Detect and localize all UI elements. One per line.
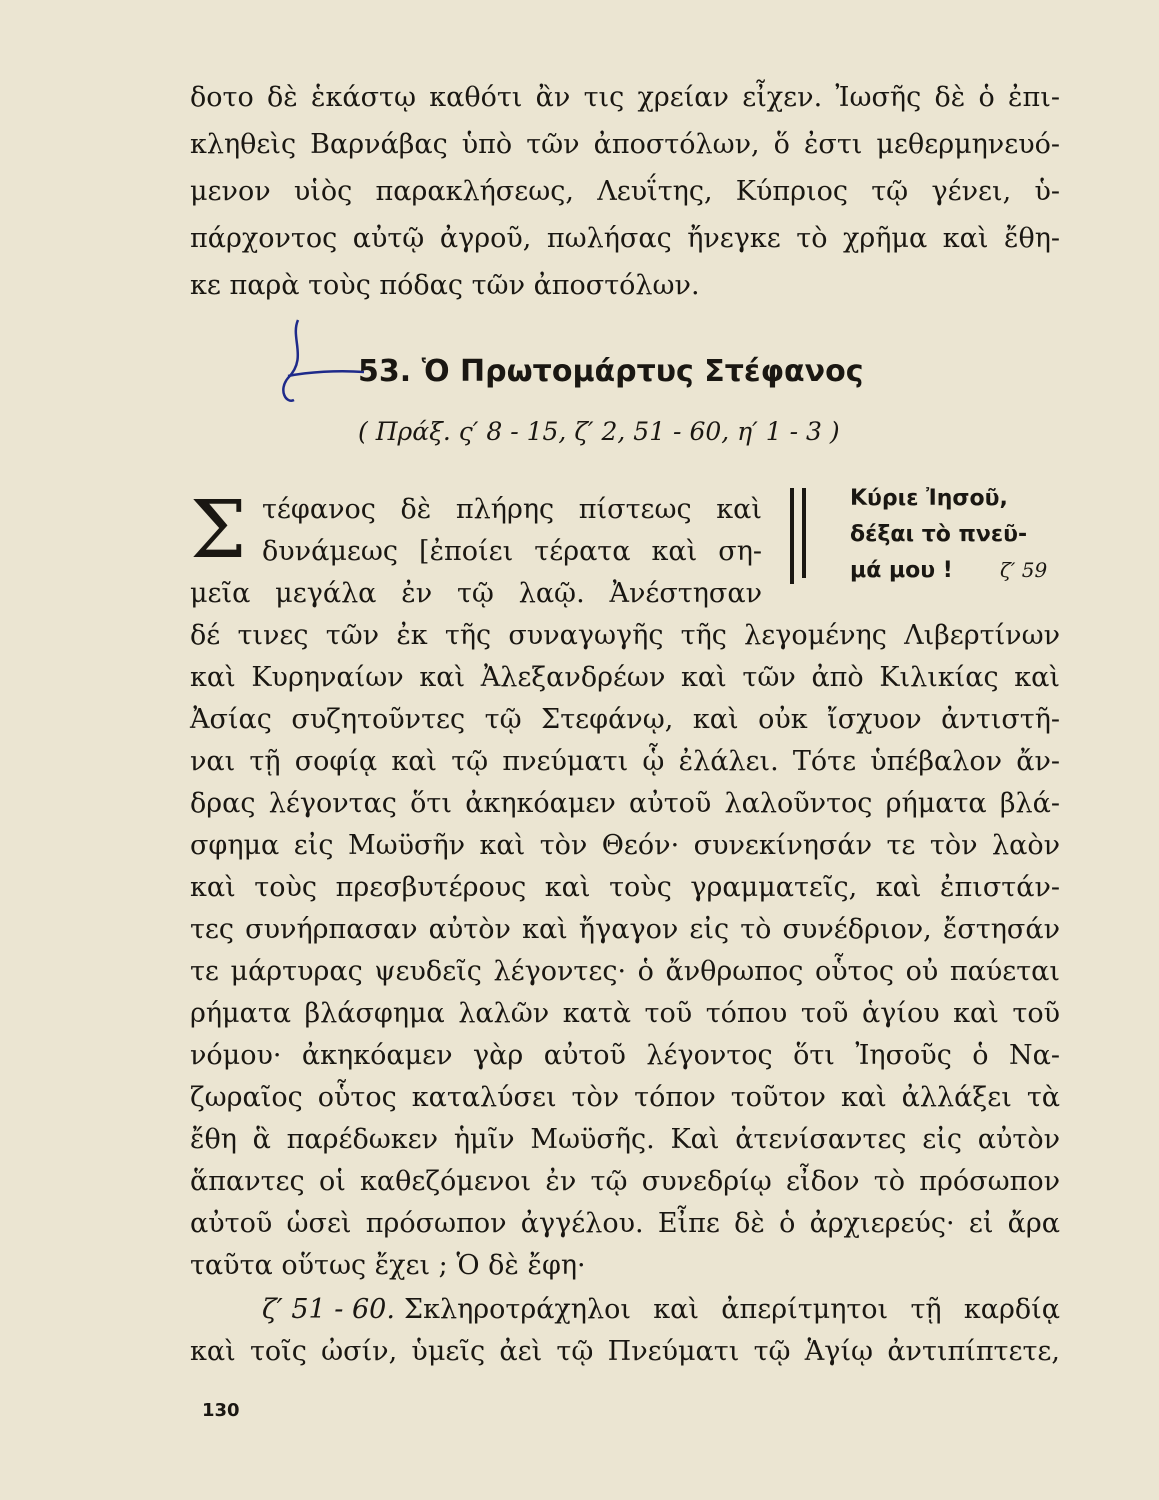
text-line: δοτο δὲ ἑκάστῳ καθότι ἂν τις χρείαν εἶχεν. Ἰωσῆς δὲ ὁ ἐπι- [190, 82, 1060, 113]
text-line: δρας λέγοντας ὅτι ἀκηκόαμεν αὐτοῦ λαλοῦντος ρήματα βλά- [190, 788, 1060, 819]
text-line: Ἀσίας συζητοῦντες τῷ Στεφάνῳ, καὶ οὐκ ἴσχυον ἀντιστῆ- [190, 704, 1060, 735]
text-line: καὶ τοῖς ὠσίν, ὑμεῖς ἀεὶ τῷ Πνεύματι τῷ Ἁγίῳ ἀντιπίπτετε, [190, 1336, 1060, 1367]
pen-bracket-mark-icon [268, 318, 368, 408]
section-heading: 53. Ὁ Πρωτομάρτυς Στέφανος [358, 354, 864, 389]
drop-cap: Σ [190, 483, 247, 576]
text-line: τέφανος δὲ πλήρης πίστεως καὶ [262, 494, 762, 525]
text-line: ἅπαντες οἱ καθεζόμενοι ἐν τῷ συνεδρίῳ εἶδον τὸ πρόσωπον [190, 1166, 1060, 1197]
text-line: σφημα εἰς Μωϋσῆν καὶ τὸν Θεόν· συνεκίνησάν τε τὸν λαὸν [190, 830, 1060, 861]
text-line: κε παρὰ τοὺς πόδας τῶν ἀποστόλων. [190, 270, 700, 301]
text-line: καὶ Κυρηναίων καὶ Ἀλεξανδρέων καὶ τῶν ἀπὸ Κιλικίας καὶ [190, 662, 1060, 693]
text-line: ταῦτα οὕτως ἔχει ; Ὁ δὲ ἔφη· [190, 1250, 586, 1281]
quote-divider [790, 488, 796, 584]
text-line: ζωραῖος οὗτος καταλύσει τὸν τόπον τοῦτον καὶ ἀλλάξει τὰ [190, 1082, 1060, 1113]
text-line: νόμου· ἀκηκόαμεν γὰρ αὐτοῦ λέγοντος ὅτι Ἰησοῦς ὁ Να- [190, 1040, 1060, 1071]
text-line: ναι τῇ σοφίᾳ καὶ τῷ πνεύματι ᾧ ἐλάλει. Τότε ὑπέβαλον ἄν- [190, 746, 1060, 777]
page-number: 130 [202, 1400, 240, 1421]
side-quote-line: μά μου ! [850, 558, 953, 583]
text-line: μεῖα μεγάλα ἐν τῷ λαῷ. Ἀνέστησαν [190, 578, 762, 609]
side-quote-ref: ζ′ 59 [1000, 558, 1048, 582]
text-line: κληθεὶς Βαρνάβας ὑπὸ τῶν ἀποστόλων, ὅ ἐστι μεθερμηνευό- [190, 129, 1060, 160]
text-line: καὶ τοὺς πρεσβυτέρους καὶ τοὺς γραμματεῖς, καὶ ἐπιστάν- [190, 872, 1060, 903]
text-line: αὐτοῦ ὡσεὶ πρόσωπον ἀγγέλου. Εἶπε δὲ ὁ ἀρχιερεύς· εἰ ἄρα [190, 1208, 1060, 1239]
text-line: μενον υἱὸς παρακλήσεως, Λευΐτης, Κύπριος τῷ γένει, ὑ- [190, 176, 1060, 207]
text-line: ρήματα βλάσφημα λαλῶν κατὰ τοῦ τόπου τοῦ ἁγίου καὶ τοῦ [190, 998, 1060, 1029]
text-line: δέ τινες τῶν ἐκ τῆς συναγωγῆς τῆς λεγομένης Λιβερτίνων [190, 620, 1060, 651]
verse-ref-text: ζ′ 51 - 60. [262, 1294, 395, 1325]
text-line: τες συνήρπασαν αὐτὸν καὶ ἤγαγον εἰς τὸ συνέδριον, ἔστησάν [190, 914, 1060, 945]
text-line: πάρχοντος αὐτῷ ἀγροῦ, πωλήσας ἤνεγκε τὸ χρῆμα καὶ ἔθη- [190, 223, 1060, 254]
side-quote-line: Κύριε Ἰησοῦ, [850, 486, 1008, 511]
scripture-reference: ( Πράξ. ς′ 8 - 15, ζ′ 2, 51 - 60, η′ 1 - 3 ) [358, 417, 840, 446]
text-line: Σκληροτράχηλοι καὶ ἀπερίτμητοι τῇ καρδίᾳ [404, 1294, 1060, 1325]
text-line: τε μάρτυρας ψευδεῖς λέγοντες· ὁ ἄνθρωπος οὗτος οὐ παύεται [190, 956, 1060, 987]
text-line: δυνάμεως [ἐποίει τέρατα καὶ ση- [262, 536, 762, 567]
side-quote-line: δέξαι τὸ πνεῦ- [850, 522, 1028, 547]
text-line: ἔθη ἃ παρέδωκεν ἡμῖν Μωϋσῆς. Καὶ ἀτενίσαντες εἰς αὐτὸν [190, 1124, 1060, 1155]
